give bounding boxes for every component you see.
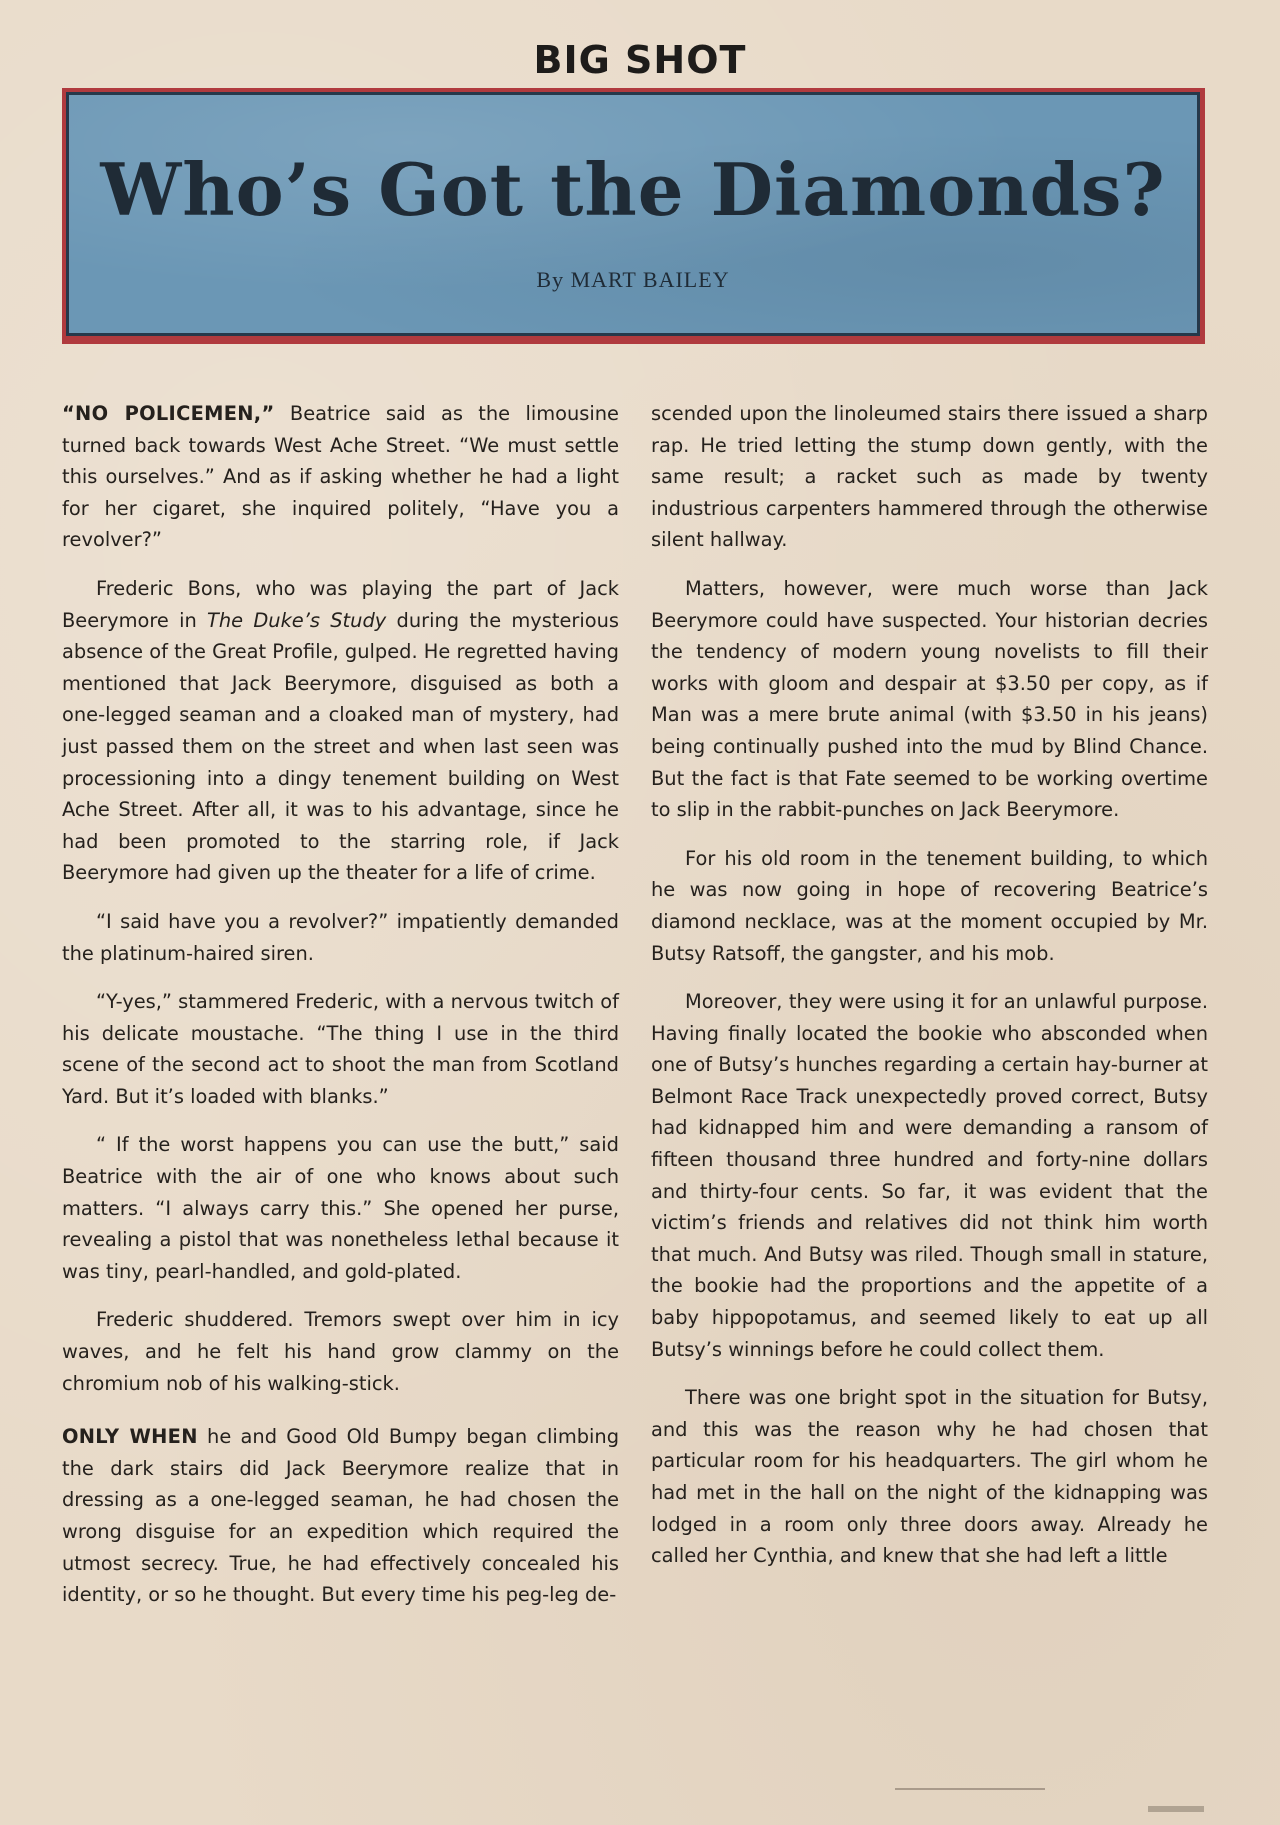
corner-mark [1148, 1806, 1204, 1812]
title-panel [66, 92, 1200, 336]
left-column [62, 398, 619, 1611]
paragraph-text: Frederic Bons, who was playing the part of Jack Beerymore in [62, 576, 619, 632]
paragraph: There was one bright spot in the situation for Butsy, and this was the reason why he had chosen that particular room for his headquarters. The girl whom he had met in the hall on the night of the kidnapping was lodged in a room only three doors away. Already he called her Cynthia, and knew that she had left a little [651, 1386, 1208, 1568]
paragraph-text: Beatrice said as the limousine turned back towards West Ache Street. “We must settle this ourselves.” And as if asking whether he had a light for her cigaret, she inquired politely, “Have you a revolver?” [62, 402, 619, 552]
paragraph: Matters, however, were much worse than Jack Beerymore could have suspected. Your historian decries the tendency of modern young novelists to fill their works with gloom and despair at $3.50 per copy, as if Man was a mere brute animal (with $3.50 in his jeans) being continually pushed into the mud by Blind Chance. But the fact is that Fate seemed to be working overtime to slip in the rabbit-punches on Jack Beerymore. [651, 576, 1208, 822]
paragraph: Moreover, they were using it for an unlawful purpose. Having finally located the bookie who absconded when one of Butsy’s hunches regarding a certain hay-burner at Belmont Race Track unexpectedly proved correct, Butsy had kidnapped him and were demanding a ransom of fifteen thousand three hundred and forty-nine dollars and thirty-four cents. So far, it was evident that the victim’s friends and relatives did not think him worth that much. And Butsy was riled. Though small in stature, the bookie had the proportions and the appetite of a baby hippopotamus, and seemed likely to eat up all Butsy’s winnings before he could collect them. [651, 990, 1208, 1361]
paragraph: “I said have you a revolver?” impatiently demanded the platinum-haired siren. [62, 909, 619, 965]
byline: By MART BAILEY [536, 267, 730, 292]
paragraph [62, 1421, 619, 1611]
paragraph-lead: “NO POLICEMEN,” [62, 402, 275, 425]
paragraph [62, 398, 619, 556]
paragraph: scended upon the linoleumed stairs there issued a sharp rap. He tried letting the stump down gently, with the same result; a racket such as made by twenty industrious carpenters hammered through the otherwise silent hallway. [651, 402, 1208, 552]
paragraph: For his old room in the tenement building, to which he was now going in hope of recovering Beatrice’s diamond necklace, was at the moment occupied by Mr. Butsy Ratsoff, the gangster, and his mob. [651, 846, 1208, 965]
story-title: Who’s Got the Diamonds? [100, 147, 1166, 232]
running-head: BIG SHOT [533, 38, 747, 82]
paragraph [62, 573, 619, 889]
right-column [651, 398, 1208, 1572]
paragraph: “ If the worst happens you can use the butt,” said Beatrice with the air of one who knows about such matters. “I always carry this.” She opened her purse, revealing a pistol that was nonetheless lethal because it was tiny, pearl-handled, and gold-plated. [62, 1133, 619, 1283]
paragraph-text: he and Good Old Bumpy began climbing the dark stairs did Jack Beerymore realize that in dressing as a one-legged seaman, he had chosen the wrong disguise for an expedition which required the utmost secrecy. True, he had effectively concealed his identity, or so he thought. But every time his peg-leg de- [62, 1425, 619, 1607]
title-panel-frame [62, 88, 1205, 344]
print-smudge [895, 1788, 1045, 1790]
paragraph: Frederic shuddered. Tremors swept over him in icy waves, and he felt his hand grow clammy on the chromium nob of his walking-stick. [62, 1308, 619, 1395]
section-lead: ONLY WHEN [62, 1425, 198, 1449]
play-title: The Duke’s Study [207, 608, 387, 632]
paragraph-text: during the mysterious absence of the Great Profile, gulped. He regretted having mentioned that Jack Beerymore, disguised as both a one-legged seaman and a cloaked man of mystery, had just passed them on the street and when last seen was processioning into a dingy tenement building on West Ache Street. After all, it was to his advantage, since he had been promoted to the starring role, if Jack Beerymore had given up the theater for a life of crime. [62, 608, 620, 885]
paragraph: “Y-yes,” stammered Frederic, with a nervous twitch of his delicate moustache. “The thing I use in the third scene of the second act to shoot the man from Scotland Yard. But it’s loaded with blanks.” [62, 990, 619, 1108]
